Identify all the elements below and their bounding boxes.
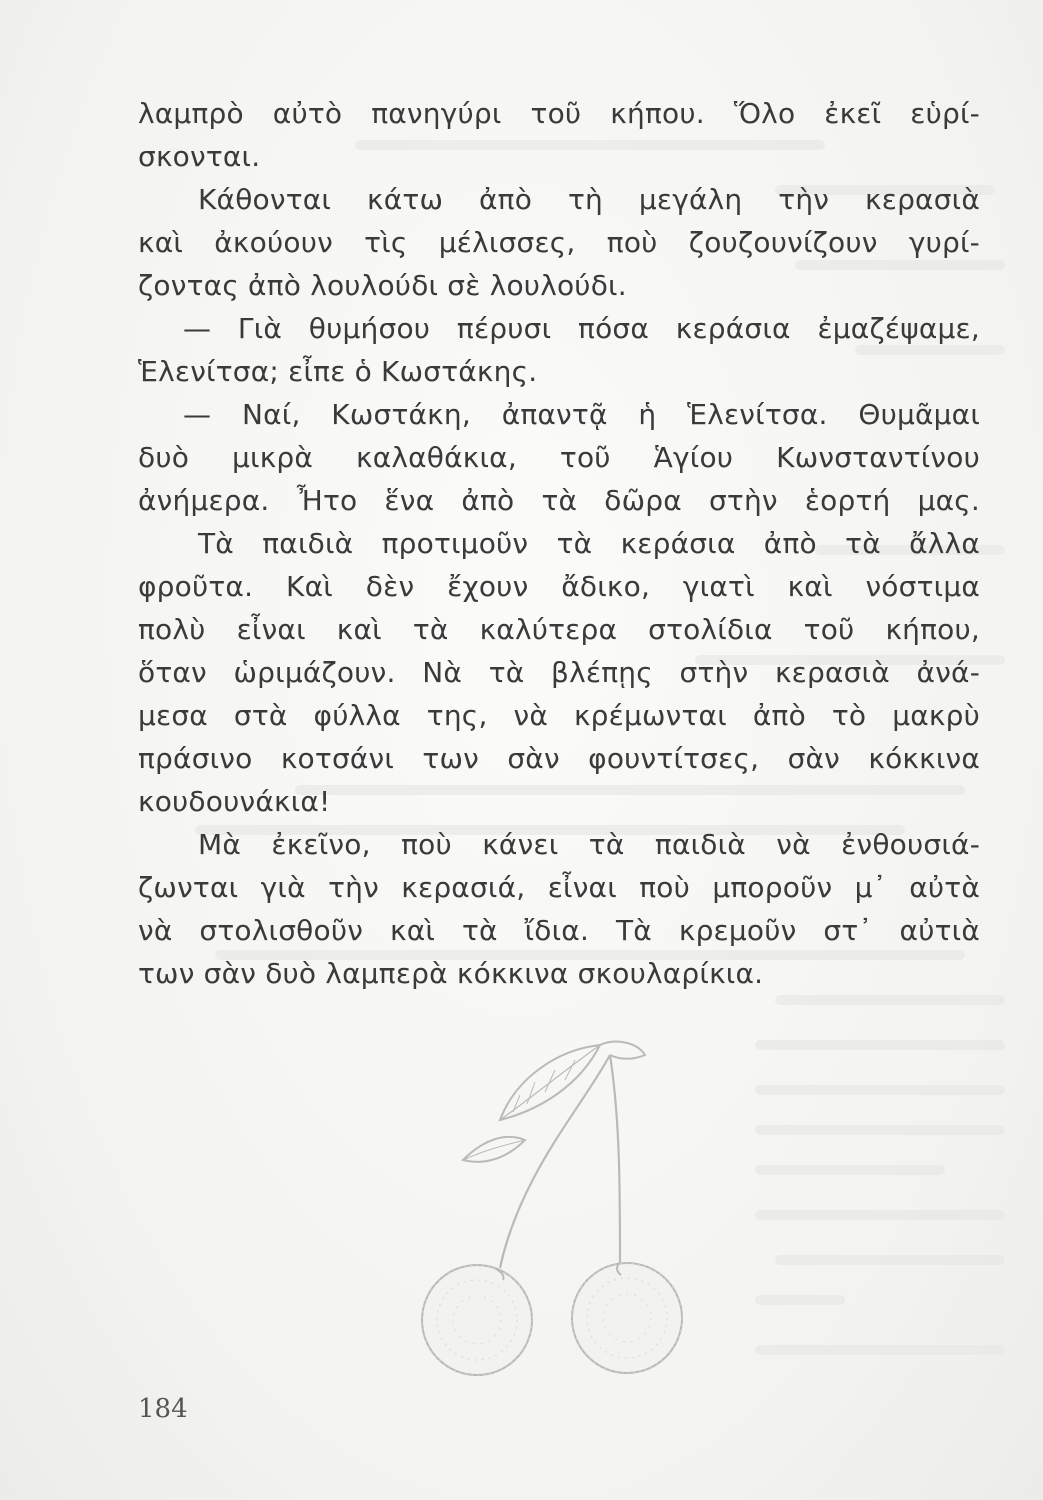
text-line: ἀνήμερα. Ἦτο ἕνα ἀπὸ τὰ δῶρα στὴν ἑορτή μας.: [138, 484, 980, 517]
left-cherry-icon: [422, 1265, 532, 1375]
text-line: κουδουνάκια!: [138, 785, 331, 818]
text-line: φροῦτα. Καὶ δὲν ἔχουν ἄδικο, γιατὶ καὶ νόστιμα: [138, 570, 980, 603]
right-cherry-icon: [572, 1262, 682, 1373]
text-line: ὅταν ὡριμάζουν. Νὰ τὰ βλέπῃς στὴν κερασιὰ ἀνά-: [138, 656, 980, 689]
text-line: των σὰν δυὸ λαμπερὰ κόκκινα σκουλαρίκια.: [138, 957, 764, 990]
text-line: πράσινο κοτσάνι των σὰν φουντίτσες, σὰν κόκκινα: [138, 742, 980, 775]
text-line: — Γιὰ θυμήσου πέρυσι πόσα κεράσια ἐμαζέψαμε,: [183, 312, 980, 345]
text-line: ζωνται γιὰ τὴν κερασιά, εἶναι ποὺ μποροῦν μ᾽ αὐτὰ: [138, 871, 980, 904]
text-line: Ἑλενίτσα; εἶπε ὁ Κωστάκης.: [138, 355, 538, 388]
body-text: [138, 92, 980, 995]
text-line: δυὸ μικρὰ καλαθάκια, τοῦ Ἁγίου Κωνσταντίνου: [138, 441, 980, 474]
text-line: λαμπρὸ αὐτὸ πανηγύρι τοῦ κήπου. Ὅλο ἐκεῖ εὑρί-: [138, 97, 980, 130]
text-line: καὶ ἀκούουν τὶς μέλισσες, ποὺ ζουζουνίζουν γυρί-: [138, 226, 980, 259]
text-line: — Ναί, Κωστάκη, ἀπαντᾷ ἡ Ἑλενίτσα. Θυμᾶμαι: [183, 398, 980, 431]
text-line: Κάθονται κάτω ἀπὸ τὴ μεγάλη τὴν κερασιὰ: [198, 183, 980, 216]
text-line: νὰ στολισθοῦν καὶ τὰ ἴδια. Τὰ κρεμοῦν στ᾽ αὐτιὰ: [138, 914, 980, 947]
text-line: σκονται.: [138, 140, 261, 173]
text-line: πολὺ εἶναι καὶ τὰ καλύτερα στολίδια τοῦ κήπου,: [138, 613, 980, 646]
stem-right: [610, 1055, 620, 1262]
text-line: Τὰ παιδιὰ προτιμοῦν τὰ κεράσια ἀπὸ τὰ ἄλλα: [198, 527, 980, 560]
text-line: ζοντας ἀπὸ λουλούδι σὲ λουλούδι.: [138, 269, 627, 302]
text-line: Μὰ ἐκεῖνο, ποὺ κάνει τὰ παιδιὰ νὰ ἐνθουσιά-: [198, 828, 980, 861]
text-line: μεσα στὰ φύλλα της, νὰ κρέμωνται ἀπὸ τὸ μακρὺ: [138, 699, 980, 732]
page-number: 184: [138, 1394, 188, 1424]
small-leaf-icon: [463, 1137, 525, 1162]
cherries-illustration: [405, 1000, 705, 1380]
stem-left: [500, 1055, 610, 1268]
